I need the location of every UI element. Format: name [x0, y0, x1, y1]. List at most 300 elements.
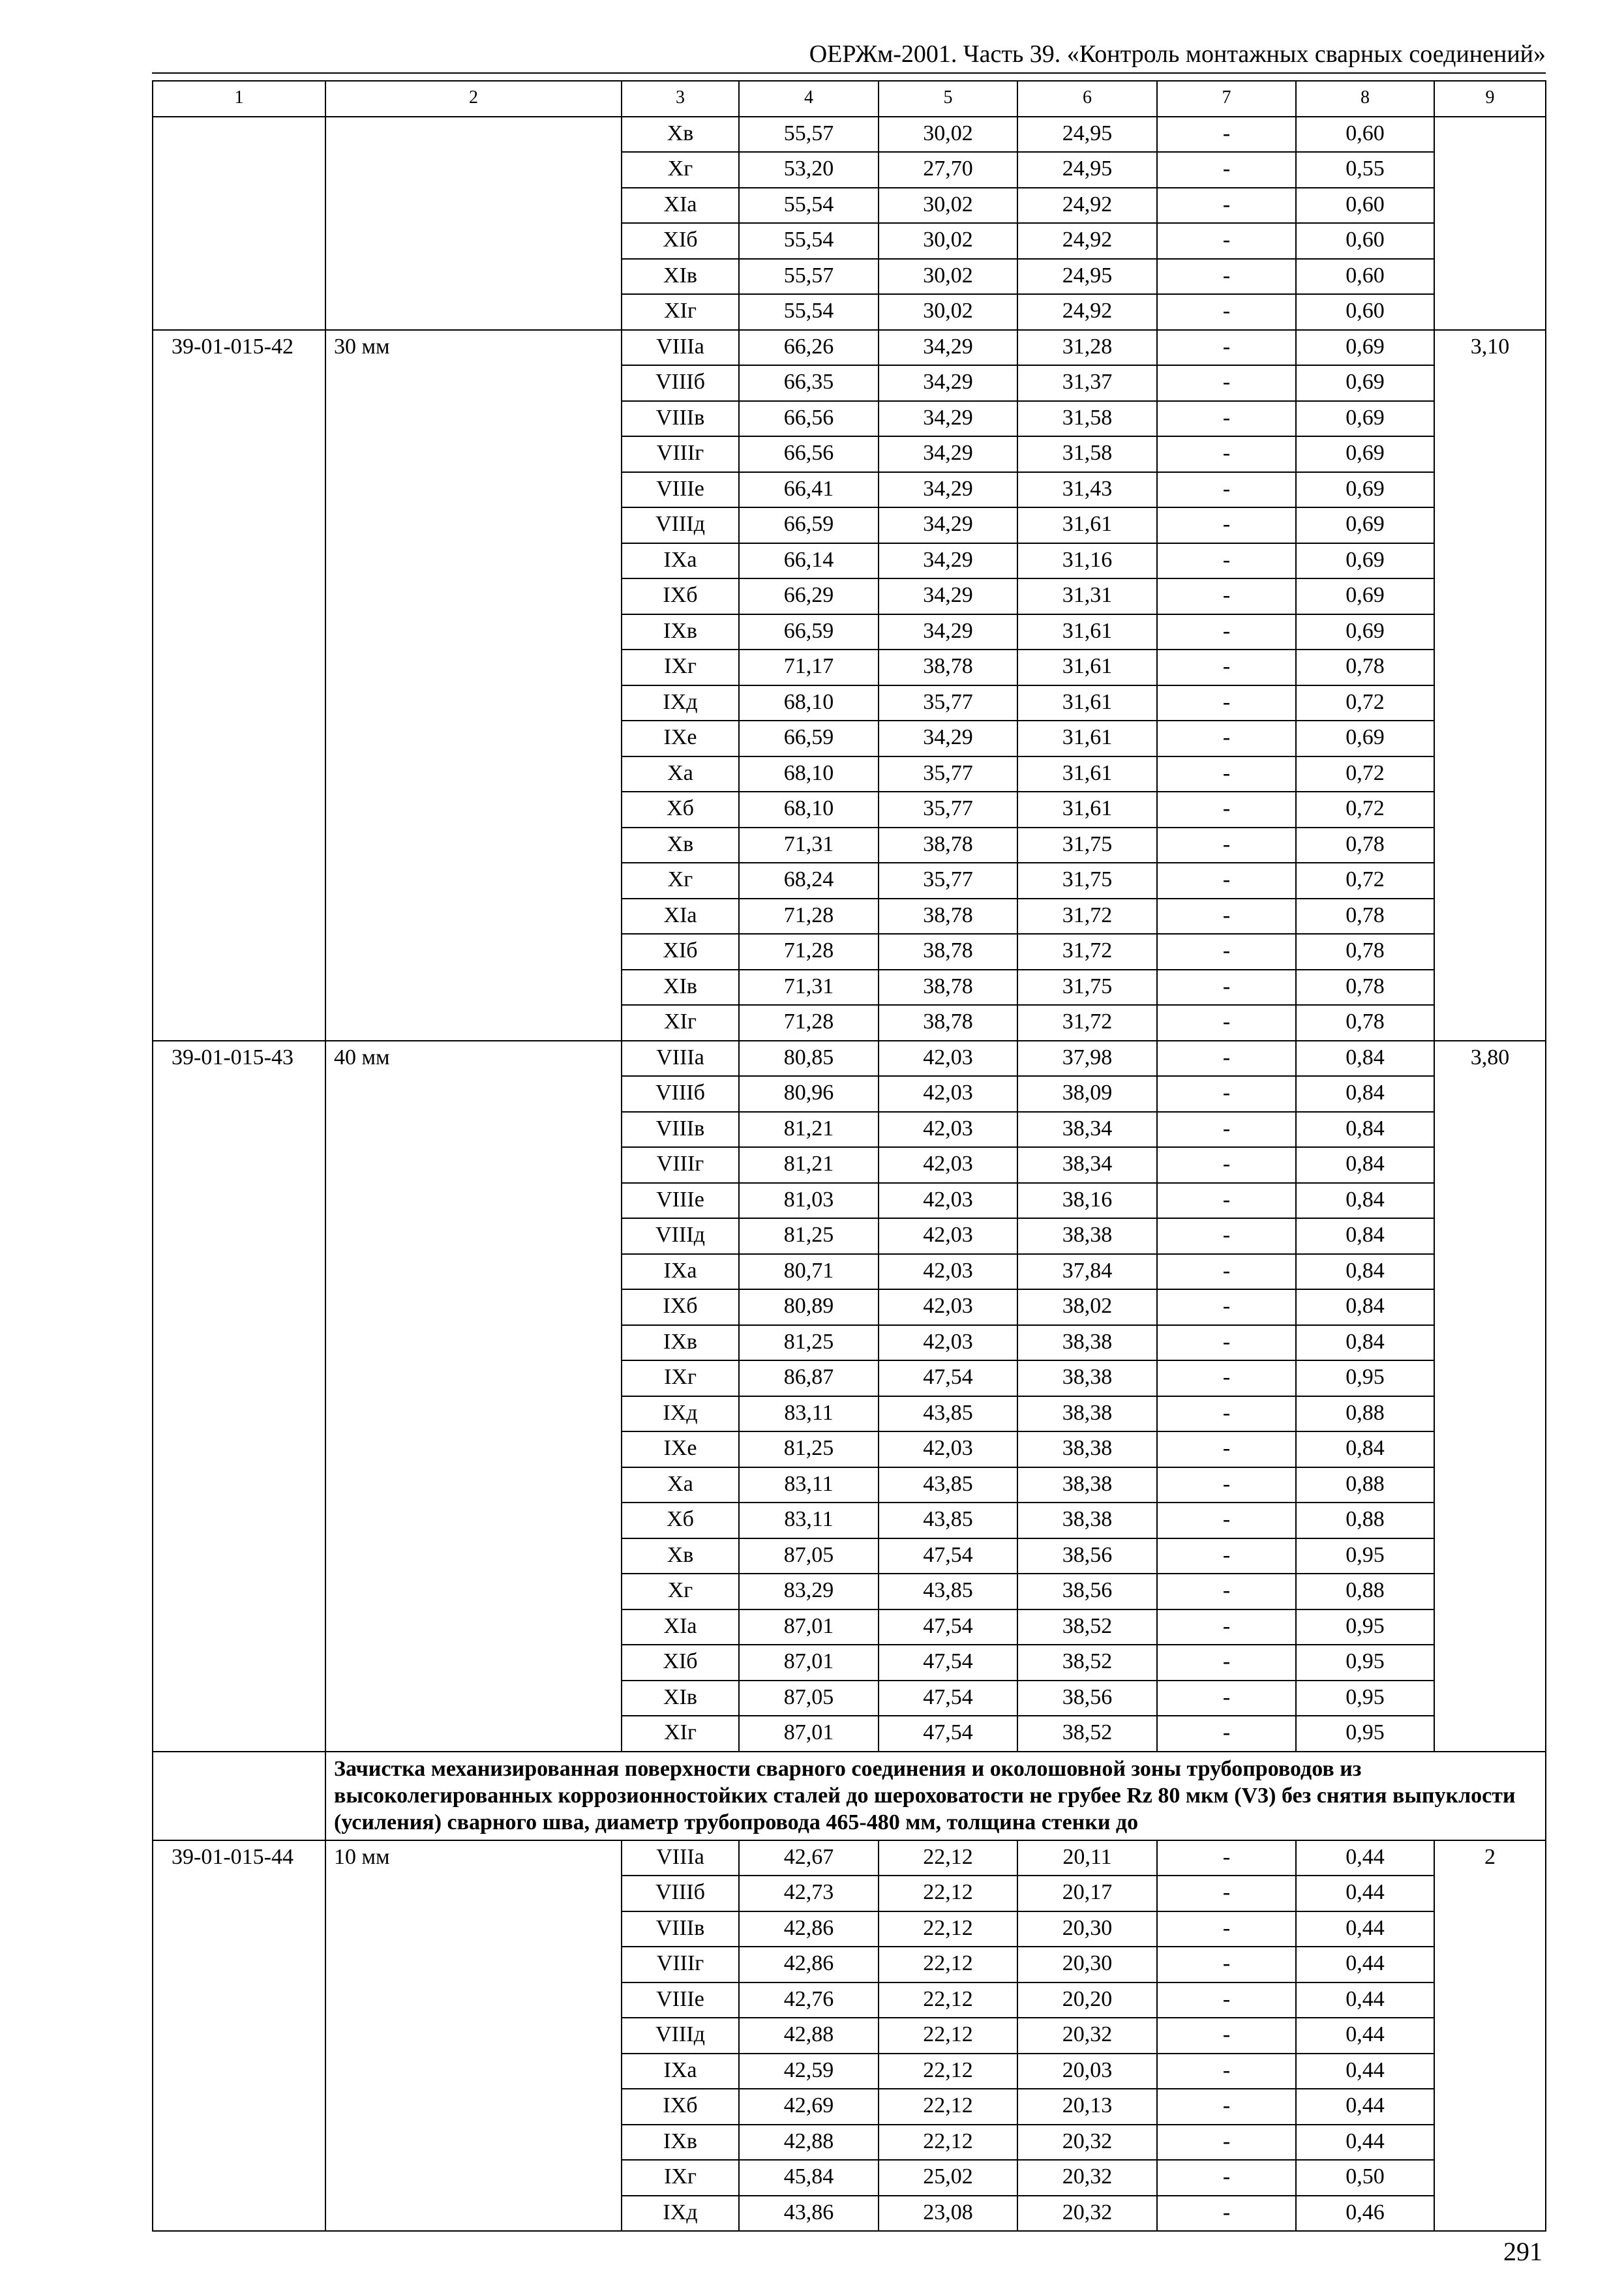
machine-cost-cell: 24,95	[1017, 117, 1157, 153]
norm-cell	[1434, 1609, 1546, 1645]
rate-code	[153, 259, 325, 295]
materials-cost-cell: -	[1157, 259, 1296, 295]
wall-thickness	[325, 1681, 622, 1716]
table-row	[153, 365, 1546, 401]
labor-hours-cell: 0,69	[1296, 507, 1434, 543]
wall-thickness	[325, 1538, 622, 1574]
section-description-spacer	[153, 1752, 325, 1840]
machine-cost-cell: 38,38	[1017, 1218, 1157, 1254]
category-cell: IXг	[622, 1360, 739, 1396]
total-cost-cell: 71,17	[739, 650, 879, 685]
norm-cell: 2	[1434, 1840, 1546, 1876]
section-description-row	[153, 1752, 1546, 1840]
labor-cost-cell: 38,78	[879, 1005, 1017, 1041]
labor-cost-cell: 43,85	[879, 1503, 1017, 1538]
category-cell: Xв	[622, 828, 739, 863]
norm-cell	[1434, 578, 1546, 614]
category-cell: VIIIе	[622, 1982, 739, 2018]
category-cell: XIг	[622, 294, 739, 330]
labor-hours-cell: 0,44	[1296, 1840, 1434, 1876]
machine-cost-cell: 38,56	[1017, 1681, 1157, 1716]
table-row	[153, 934, 1546, 970]
column-number: 6	[1017, 81, 1157, 117]
norm-cell	[1434, 188, 1546, 224]
total-cost-cell: 87,01	[739, 1645, 879, 1681]
materials-cost-cell: -	[1157, 899, 1296, 935]
materials-cost-cell: -	[1157, 2160, 1296, 2196]
labor-cost-cell: 38,78	[879, 650, 1017, 685]
labor-cost-cell: 42,03	[879, 1431, 1017, 1467]
labor-hours-cell: 0,84	[1296, 1183, 1434, 1219]
materials-cost-cell: -	[1157, 1076, 1296, 1112]
machine-cost-cell: 31,37	[1017, 365, 1157, 401]
total-cost-cell: 81,21	[739, 1112, 879, 1148]
column-number: 3	[622, 81, 739, 117]
labor-cost-cell: 47,54	[879, 1538, 1017, 1574]
labor-cost-cell: 34,29	[879, 614, 1017, 650]
rate-code	[153, 1396, 325, 1432]
machine-cost-cell: 20,32	[1017, 2125, 1157, 2161]
total-cost-cell: 86,87	[739, 1360, 879, 1396]
total-cost-cell: 66,35	[739, 365, 879, 401]
machine-cost-cell: 31,72	[1017, 899, 1157, 935]
total-cost-cell: 66,56	[739, 436, 879, 472]
table-row	[153, 1467, 1546, 1503]
labor-cost-cell: 22,12	[879, 2054, 1017, 2089]
norm-cell	[1434, 1112, 1546, 1148]
table-row	[153, 1503, 1546, 1538]
machine-cost-cell: 38,52	[1017, 1609, 1157, 1645]
wall-thickness	[325, 1005, 622, 1041]
wall-thickness	[325, 1431, 622, 1467]
norm-cell	[1434, 259, 1546, 295]
total-cost-cell: 42,59	[739, 2054, 879, 2089]
labor-hours-cell: 0,78	[1296, 1005, 1434, 1041]
materials-cost-cell: -	[1157, 2018, 1296, 2054]
materials-cost-cell: -	[1157, 294, 1296, 330]
rate-code: 39-01-015-44	[153, 1840, 325, 1876]
category-cell: XIа	[622, 899, 739, 935]
rate-code: 39-01-015-43	[153, 1041, 325, 1077]
wall-thickness	[325, 1218, 622, 1254]
labor-hours-cell: 0,88	[1296, 1503, 1434, 1538]
wall-thickness	[325, 650, 622, 685]
wall-thickness	[325, 2018, 622, 2054]
category-cell: IXа	[622, 543, 739, 579]
rate-code	[153, 970, 325, 1006]
labor-hours-cell: 0,84	[1296, 1147, 1434, 1183]
total-cost-cell: 68,10	[739, 756, 879, 792]
machine-cost-cell: 31,61	[1017, 685, 1157, 721]
table-row	[153, 650, 1546, 685]
total-cost-cell: 71,28	[739, 1005, 879, 1041]
labor-cost-cell: 34,29	[879, 721, 1017, 756]
materials-cost-cell: -	[1157, 330, 1296, 366]
rate-code	[153, 1876, 325, 1911]
wall-thickness: 10 мм	[325, 1840, 622, 1876]
labor-hours-cell: 0,88	[1296, 1574, 1434, 1609]
table-row	[153, 330, 1546, 366]
table-row	[153, 1218, 1546, 1254]
rate-code	[153, 1503, 325, 1538]
machine-cost-cell: 31,75	[1017, 970, 1157, 1006]
labor-cost-cell: 42,03	[879, 1289, 1017, 1325]
labor-cost-cell: 42,03	[879, 1112, 1017, 1148]
rate-code	[153, 1538, 325, 1574]
category-cell: XIа	[622, 188, 739, 224]
labor-hours-cell: 0,69	[1296, 578, 1434, 614]
labor-cost-cell: 25,02	[879, 2160, 1017, 2196]
norm-cell	[1434, 1254, 1546, 1290]
labor-cost-cell: 34,29	[879, 578, 1017, 614]
table-row	[153, 259, 1546, 295]
table-row	[153, 1431, 1546, 1467]
rate-code	[153, 650, 325, 685]
norm-cell	[1434, 294, 1546, 330]
wall-thickness	[325, 614, 622, 650]
rate-code	[153, 1982, 325, 2018]
rate-code	[153, 507, 325, 543]
norm-cell	[1434, 1876, 1546, 1911]
materials-cost-cell: -	[1157, 792, 1296, 828]
table-row	[153, 721, 1546, 756]
table-row	[153, 436, 1546, 472]
total-cost-cell: 81,25	[739, 1325, 879, 1361]
rate-code	[153, 1076, 325, 1112]
wall-thickness	[325, 2089, 622, 2125]
rate-code	[153, 685, 325, 721]
machine-cost-cell: 31,75	[1017, 863, 1157, 899]
category-cell: VIIIв	[622, 1911, 739, 1947]
total-cost-cell: 80,71	[739, 1254, 879, 1290]
materials-cost-cell: -	[1157, 472, 1296, 508]
materials-cost-cell: -	[1157, 223, 1296, 259]
total-cost-cell: 68,10	[739, 792, 879, 828]
materials-cost-cell: -	[1157, 1254, 1296, 1290]
materials-cost-cell: -	[1157, 1431, 1296, 1467]
machine-cost-cell: 38,52	[1017, 1716, 1157, 1752]
column-number: 4	[739, 81, 879, 117]
materials-cost-cell: -	[1157, 1574, 1296, 1609]
machine-cost-cell: 20,03	[1017, 2054, 1157, 2089]
category-cell: VIIIб	[622, 365, 739, 401]
table-row	[153, 472, 1546, 508]
table-row	[153, 1112, 1546, 1148]
rate-code	[153, 2196, 325, 2232]
labor-hours-cell: 0,84	[1296, 1431, 1434, 1467]
machine-cost-cell: 31,58	[1017, 436, 1157, 472]
machine-cost-cell: 24,95	[1017, 152, 1157, 188]
labor-hours-cell: 0,69	[1296, 401, 1434, 437]
labor-hours-cell: 0,69	[1296, 365, 1434, 401]
total-cost-cell: 87,05	[739, 1538, 879, 1574]
category-cell: VIIIе	[622, 472, 739, 508]
wall-thickness	[325, 1076, 622, 1112]
column-number: 9	[1434, 81, 1546, 117]
labor-hours-cell: 0,84	[1296, 1289, 1434, 1325]
total-cost-cell: 81,25	[739, 1218, 879, 1254]
total-cost-cell: 71,28	[739, 899, 879, 935]
category-cell: VIIIг	[622, 1947, 739, 1982]
labor-hours-cell: 0,60	[1296, 117, 1434, 153]
labor-hours-cell: 0,46	[1296, 2196, 1434, 2232]
machine-cost-cell: 31,61	[1017, 614, 1157, 650]
category-cell: VIIIв	[622, 401, 739, 437]
materials-cost-cell: -	[1157, 1183, 1296, 1219]
category-cell: IXб	[622, 1289, 739, 1325]
wall-thickness	[325, 1609, 622, 1645]
materials-cost-cell: -	[1157, 507, 1296, 543]
machine-cost-cell: 37,84	[1017, 1254, 1157, 1290]
wall-thickness	[325, 756, 622, 792]
materials-cost-cell: -	[1157, 934, 1296, 970]
labor-cost-cell: 22,12	[879, 1982, 1017, 2018]
labor-hours-cell: 0,95	[1296, 1360, 1434, 1396]
rate-code	[153, 828, 325, 863]
total-cost-cell: 80,89	[739, 1289, 879, 1325]
rate-code	[153, 1325, 325, 1361]
machine-cost-cell: 38,38	[1017, 1360, 1157, 1396]
rate-code	[153, 1360, 325, 1396]
category-cell: Xв	[622, 117, 739, 153]
rate-code	[153, 152, 325, 188]
norm-cell	[1434, 1218, 1546, 1254]
wall-thickness	[325, 1183, 622, 1219]
labor-cost-cell: 27,70	[879, 152, 1017, 188]
category-cell: IXе	[622, 1431, 739, 1467]
category-cell: IXв	[622, 2125, 739, 2161]
category-cell: XIг	[622, 1716, 739, 1752]
wall-thickness	[325, 543, 622, 579]
materials-cost-cell: -	[1157, 1876, 1296, 1911]
wall-thickness	[325, 401, 622, 437]
total-cost-cell: 66,59	[739, 507, 879, 543]
norm-cell	[1434, 1645, 1546, 1681]
materials-cost-cell: -	[1157, 1218, 1296, 1254]
rate-code	[153, 1183, 325, 1219]
wall-thickness	[325, 792, 622, 828]
materials-cost-cell: -	[1157, 1982, 1296, 2018]
labor-cost-cell: 47,54	[879, 1681, 1017, 1716]
machine-cost-cell: 31,75	[1017, 828, 1157, 863]
norm-cell	[1434, 614, 1546, 650]
table-row	[153, 2160, 1546, 2196]
rate-code: 39-01-015-42	[153, 330, 325, 366]
labor-cost-cell: 43,85	[879, 1574, 1017, 1609]
category-cell: IXа	[622, 1254, 739, 1290]
table-row	[153, 1005, 1546, 1041]
rate-code	[153, 1289, 325, 1325]
total-cost-cell: 81,21	[739, 1147, 879, 1183]
labor-cost-cell: 35,77	[879, 685, 1017, 721]
wall-thickness	[325, 1911, 622, 1947]
wall-thickness	[325, 507, 622, 543]
column-number: 7	[1157, 81, 1296, 117]
total-cost-cell: 42,69	[739, 2089, 879, 2125]
labor-cost-cell: 34,29	[879, 330, 1017, 366]
table-row	[153, 401, 1546, 437]
category-cell: IXд	[622, 2196, 739, 2232]
machine-cost-cell: 31,61	[1017, 792, 1157, 828]
materials-cost-cell: -	[1157, 1041, 1296, 1077]
category-cell: XIв	[622, 1681, 739, 1716]
labor-cost-cell: 42,03	[879, 1041, 1017, 1077]
materials-cost-cell: -	[1157, 401, 1296, 437]
labor-cost-cell: 35,77	[879, 863, 1017, 899]
machine-cost-cell: 37,98	[1017, 1041, 1157, 1077]
wall-thickness	[325, 1360, 622, 1396]
rate-code	[153, 1467, 325, 1503]
labor-cost-cell: 35,77	[879, 792, 1017, 828]
total-cost-cell: 55,54	[739, 188, 879, 224]
rate-code	[153, 1431, 325, 1467]
labor-hours-cell: 0,60	[1296, 223, 1434, 259]
labor-hours-cell: 0,84	[1296, 1254, 1434, 1290]
machine-cost-cell: 31,61	[1017, 756, 1157, 792]
labor-hours-cell: 0,84	[1296, 1076, 1434, 1112]
norm-cell	[1434, 436, 1546, 472]
wall-thickness	[325, 1574, 622, 1609]
table-row	[153, 1681, 1546, 1716]
labor-hours-cell: 0,50	[1296, 2160, 1434, 2196]
machine-cost-cell: 38,38	[1017, 1431, 1157, 1467]
category-cell: IXб	[622, 2089, 739, 2125]
category-cell: IXв	[622, 614, 739, 650]
running-header: ОЕРЖм-2001. Часть 39. «Контроль монтажных сварных соединений»	[809, 40, 1546, 68]
labor-hours-cell: 0,72	[1296, 792, 1434, 828]
wall-thickness	[325, 1947, 622, 1982]
table-row	[153, 1840, 1546, 1876]
norm-cell	[1434, 1396, 1546, 1432]
rate-code	[153, 1609, 325, 1645]
labor-hours-cell: 0,44	[1296, 1876, 1434, 1911]
rate-code	[153, 1147, 325, 1183]
table-row	[153, 223, 1546, 259]
total-cost-cell: 80,96	[739, 1076, 879, 1112]
wall-thickness	[325, 721, 622, 756]
machine-cost-cell: 38,02	[1017, 1289, 1157, 1325]
category-cell: Xг	[622, 863, 739, 899]
wall-thickness	[325, 828, 622, 863]
table-row	[153, 117, 1546, 153]
category-cell: XIб	[622, 1645, 739, 1681]
norm-cell	[1434, 401, 1546, 437]
machine-cost-cell: 38,38	[1017, 1396, 1157, 1432]
table-row	[153, 578, 1546, 614]
category-cell: IXг	[622, 2160, 739, 2196]
labor-cost-cell: 38,78	[879, 899, 1017, 935]
rate-code	[153, 2160, 325, 2196]
table-row	[153, 507, 1546, 543]
category-cell: VIIIв	[622, 1112, 739, 1148]
machine-cost-cell: 20,32	[1017, 2018, 1157, 2054]
rate-code	[153, 223, 325, 259]
category-cell: IXг	[622, 650, 739, 685]
total-cost-cell: 87,05	[739, 1681, 879, 1716]
labor-cost-cell: 42,03	[879, 1254, 1017, 1290]
machine-cost-cell: 20,30	[1017, 1911, 1157, 1947]
norm-cell	[1434, 1360, 1546, 1396]
wall-thickness	[325, 1467, 622, 1503]
table-row	[153, 756, 1546, 792]
labor-cost-cell: 43,85	[879, 1396, 1017, 1432]
table-row	[153, 1645, 1546, 1681]
table-row	[153, 1947, 1546, 1982]
category-cell: VIIIа	[622, 1041, 739, 1077]
column-number: 1	[153, 81, 325, 117]
norm-cell	[1434, 650, 1546, 685]
wall-thickness	[325, 472, 622, 508]
total-cost-cell: 81,03	[739, 1183, 879, 1219]
materials-cost-cell: -	[1157, 1325, 1296, 1361]
norm-cell	[1434, 507, 1546, 543]
labor-hours-cell: 0,44	[1296, 1982, 1434, 2018]
category-cell: Xб	[622, 792, 739, 828]
materials-cost-cell: -	[1157, 1503, 1296, 1538]
rate-code	[153, 1005, 325, 1041]
rate-code	[153, 436, 325, 472]
labor-hours-cell: 0,84	[1296, 1325, 1434, 1361]
materials-cost-cell: -	[1157, 2089, 1296, 2125]
table-row	[153, 543, 1546, 579]
labor-hours-cell: 0,88	[1296, 1396, 1434, 1432]
labor-hours-cell: 0,78	[1296, 828, 1434, 863]
machine-cost-cell: 20,20	[1017, 1982, 1157, 2018]
norm-cell	[1434, 1947, 1546, 1982]
norm-cell: 3,80	[1434, 1041, 1546, 1077]
category-cell: VIIIа	[622, 1840, 739, 1876]
wall-thickness	[325, 365, 622, 401]
wall-thickness	[325, 863, 622, 899]
labor-hours-cell: 0,78	[1296, 970, 1434, 1006]
materials-cost-cell: -	[1157, 1005, 1296, 1041]
total-cost-cell: 87,01	[739, 1716, 879, 1752]
rate-code	[153, 2125, 325, 2161]
labor-cost-cell: 42,03	[879, 1183, 1017, 1219]
norm-cell	[1434, 152, 1546, 188]
total-cost-cell: 42,73	[739, 1876, 879, 1911]
labor-hours-cell: 0,44	[1296, 2089, 1434, 2125]
category-cell: IXд	[622, 685, 739, 721]
total-cost-cell: 42,67	[739, 1840, 879, 1876]
table-row	[153, 1325, 1546, 1361]
norm-cell	[1434, 1574, 1546, 1609]
total-cost-cell: 66,29	[739, 578, 879, 614]
category-cell: Xг	[622, 152, 739, 188]
labor-cost-cell: 22,12	[879, 1876, 1017, 1911]
wall-thickness	[325, 685, 622, 721]
table-row	[153, 2054, 1546, 2089]
norm-cell	[1434, 1681, 1546, 1716]
materials-cost-cell: -	[1157, 543, 1296, 579]
category-cell: VIIIб	[622, 1076, 739, 1112]
norm-cell	[1434, 365, 1546, 401]
rate-code	[153, 1112, 325, 1148]
machine-cost-cell: 24,92	[1017, 294, 1157, 330]
machine-cost-cell: 31,61	[1017, 650, 1157, 685]
labor-cost-cell: 38,78	[879, 970, 1017, 1006]
rate-code	[153, 792, 325, 828]
machine-cost-cell: 20,32	[1017, 2160, 1157, 2196]
labor-cost-cell: 30,02	[879, 188, 1017, 224]
category-cell: XIв	[622, 970, 739, 1006]
labor-hours-cell: 0,69	[1296, 721, 1434, 756]
labor-cost-cell: 30,02	[879, 223, 1017, 259]
norm-cell	[1434, 1005, 1546, 1041]
labor-hours-cell: 0,69	[1296, 614, 1434, 650]
labor-hours-cell: 0,95	[1296, 1716, 1434, 1752]
rate-code	[153, 472, 325, 508]
